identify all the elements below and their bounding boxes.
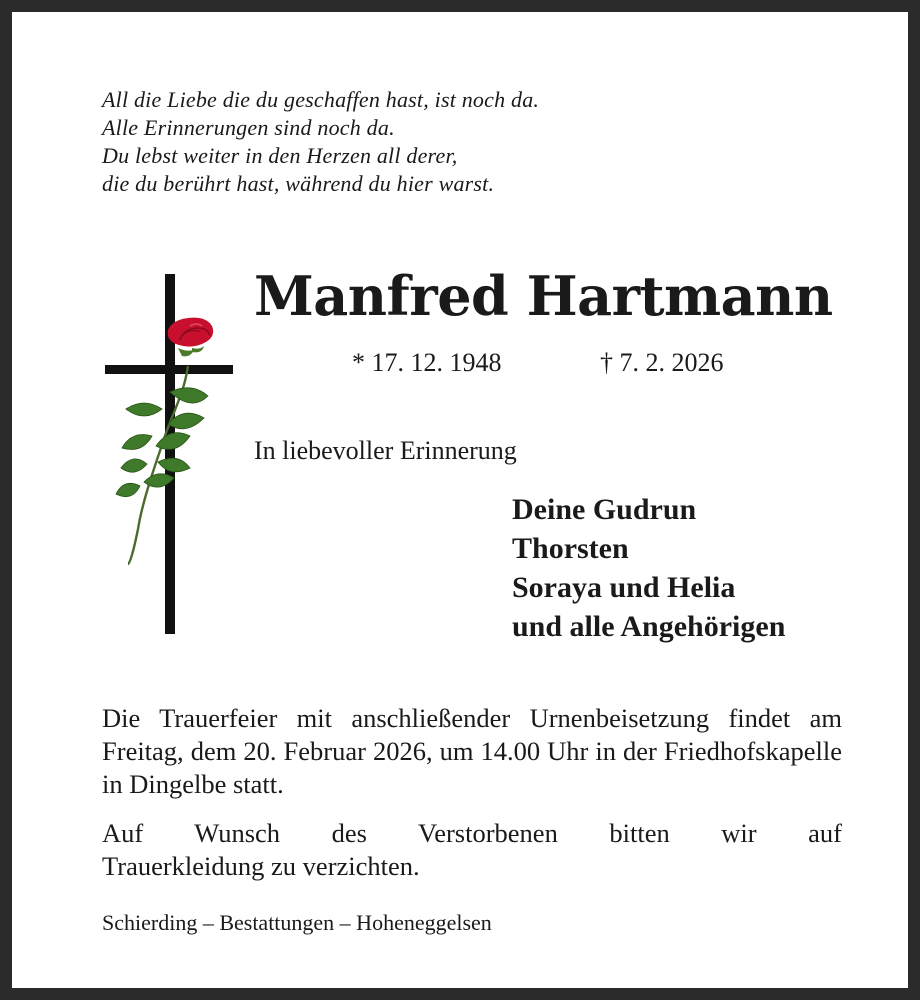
poem-line: Alle Erinnerungen sind noch da. — [102, 115, 395, 140]
mourners-list — [512, 490, 785, 646]
memory-line: In liebevoller Erinnerung — [254, 436, 517, 465]
rose-leaves — [116, 388, 208, 497]
funeral-home: Schierding – Bestattungen – Hoheneggelsen — [102, 910, 492, 935]
mourner: und alle Angehörigen — [512, 610, 786, 643]
cross-with-rose — [92, 274, 242, 644]
service-details: Die Trauerfeier mit anschließender Urnenbeisetzung findet am Freitag, dem 20. Februar 2026, um 14.00 Uhr in der Friedhofskapelle in Dingelbe statt. — [102, 703, 842, 799]
dress-request-line: Auf Wunsch des Verstorbenen bitten wir auf — [102, 818, 842, 848]
mourner: Thorsten — [512, 532, 629, 565]
dress-request-line: Trauerkleidung zu verzichten. — [102, 851, 420, 881]
death-date: † 7. 2. 2026 — [600, 348, 724, 377]
poem-line: All die Liebe die du geschaffen hast, ist noch da. — [102, 87, 540, 112]
cross-icon — [92, 274, 242, 644]
poem-line: Du lebst weiter in den Herzen all derer, — [102, 143, 458, 168]
dress-request — [102, 817, 842, 883]
poem-line: die du berührt hast, während du hier warst. — [102, 171, 495, 196]
mourner: Deine Gudrun — [512, 493, 697, 526]
birth-date: * 17. 12. 1948 — [352, 348, 502, 377]
poem — [102, 86, 539, 198]
mourner: Soraya und Helia — [512, 571, 736, 604]
deceased-name: Manfred Hartmann — [254, 264, 833, 328]
